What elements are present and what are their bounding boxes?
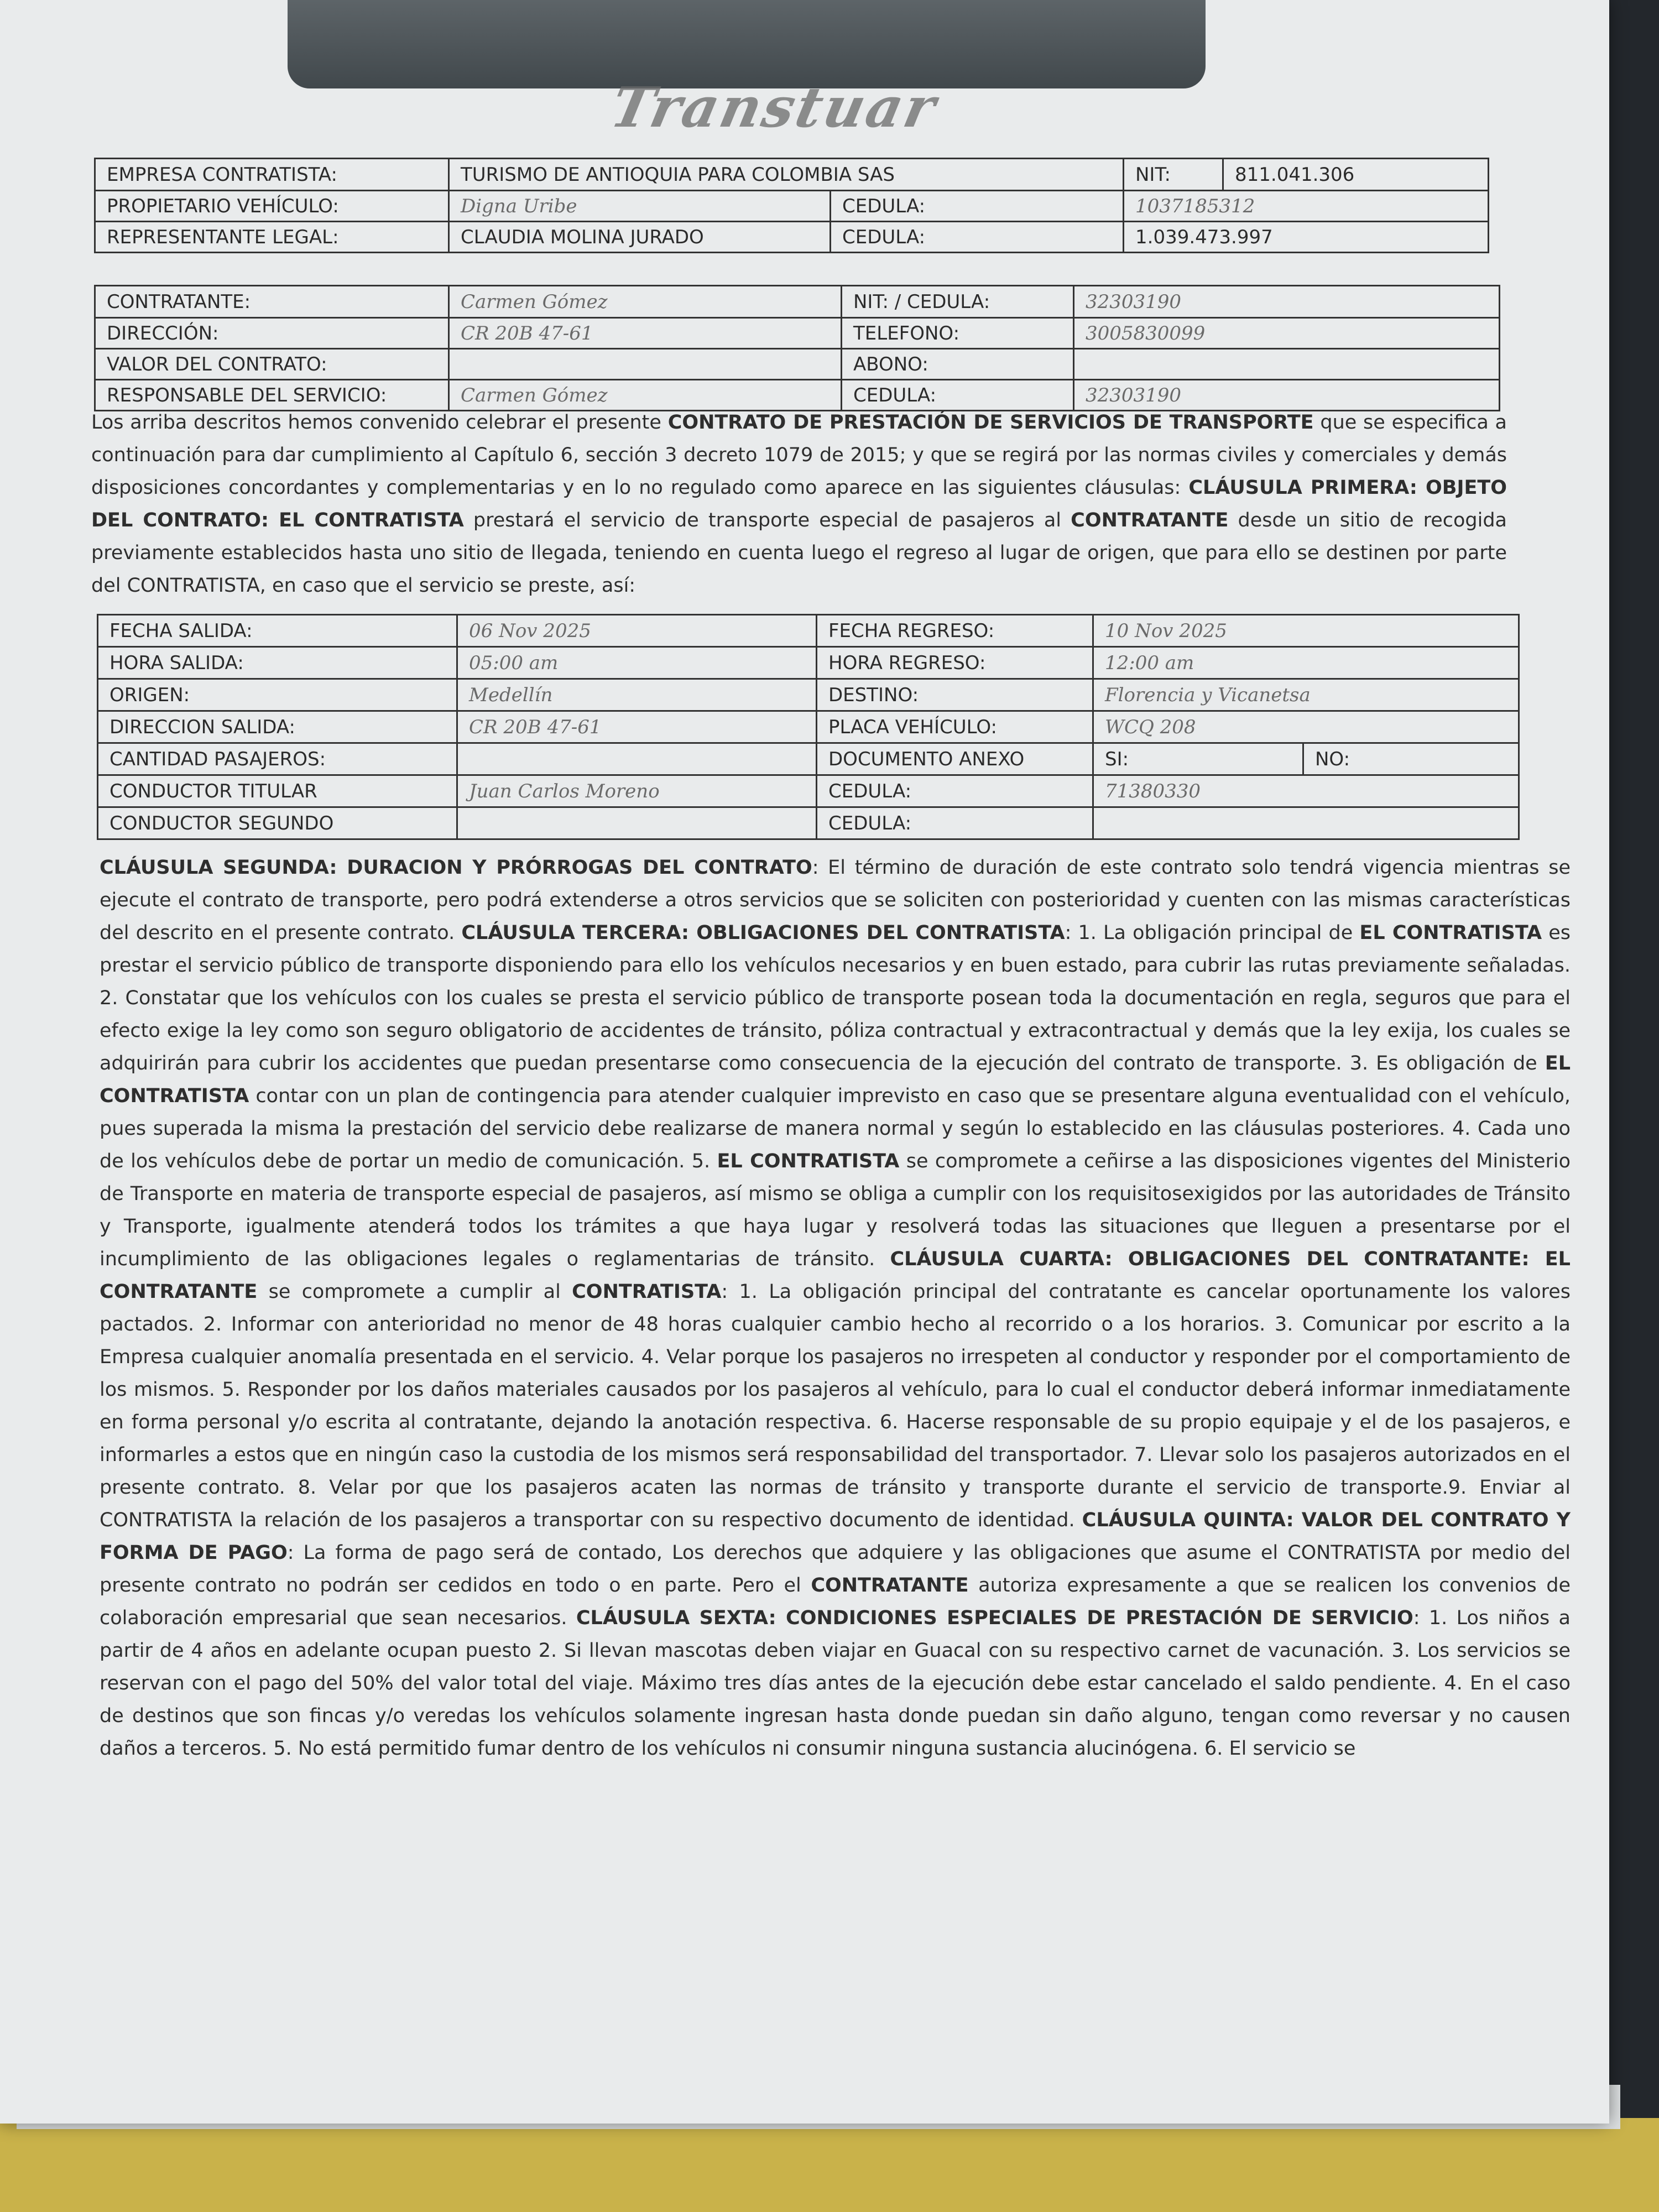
label-cedula-representante: CEDULA: bbox=[831, 222, 1124, 253]
bold-contratista-3: EL CONTRATISTA bbox=[717, 1150, 900, 1172]
clause-text-7: : 1. La obligación principal del contratante es cancelar oportunamente los valores pactados. 2. Informar con anterioridad no menor de 48 horas cualquier cambio hecho al recorrido o a los horarios. 3. Comunicar por escrito a la Empresa cualquier anomalía presentada en el servicio. 4. Velar porque los pasajeros no irrespeten al conductor y responder por el comportamiento de los mismos. 5. Responder por los daños materiales causados por los pasajeros al vehículo, para lo cual el conductor deberá informar inmediatamente en forma personal y/o escrita al contratante, dejando la anotación respectiva. 6. Hacerse responsable de su propio equipaje y el de los pasajeros, e informarles a estos que en ningún caso la custodia de los mismos será responsabilidad del transportador. 7. Llevar solo los pasajeros autorizados en el presente contrato. 8. Velar por que los pasajeros acaten las normas de tránsito y transporte durante el servicio de transporte.9. Enviar al CONTRATISTA la relación de los pasajeros a transportar con su respectivo documento de identidad. bbox=[100, 1281, 1571, 1531]
intro-bold-1: CONTRATO DE PRESTACIÓN DE SERVICIOS DE TRANSPORTE bbox=[667, 411, 1314, 434]
intro-paragraph bbox=[91, 406, 1507, 602]
value-nit-cedula: 32303190 bbox=[1074, 286, 1500, 318]
clauses-body bbox=[100, 852, 1571, 1765]
value-valor-contrato bbox=[449, 349, 842, 380]
value-abono bbox=[1074, 349, 1500, 380]
value-cantidad-pasajeros bbox=[457, 743, 817, 775]
label-nit-cedula: NIT: / CEDULA: bbox=[842, 286, 1074, 318]
label-fecha-regreso: FECHA REGRESO: bbox=[817, 615, 1093, 647]
value-cedula-propietario: 1037185312 bbox=[1124, 191, 1489, 222]
intro-bold-3: CONTRATANTE bbox=[1071, 509, 1229, 531]
label-empresa: EMPRESA CONTRATISTA: bbox=[95, 159, 449, 191]
client-table bbox=[94, 285, 1500, 411]
bold-contratista-1: EL CONTRATISTA bbox=[1359, 922, 1542, 944]
bold-contratista-4: CONTRATISTA bbox=[572, 1281, 722, 1303]
label-fecha-salida: FECHA SALIDA: bbox=[98, 615, 457, 647]
value-origen: Medellín bbox=[457, 679, 817, 711]
value-hora-regreso: 12:00 am bbox=[1093, 647, 1519, 679]
label-placa: PLACA VEHÍCULO: bbox=[817, 711, 1093, 743]
clause-text-10: : 1. Los niños a partir de 4 años en adelante ocupan puesto 2. Si llevan mascotas deben viajar en Guacal con su respectivo carnet de vacunación. 3. Los servicios se reservan con el pago del 50% del valor total del viaje. Máximo tres días antes de la ejecución debe estar cancelado el saldo pendiente. 4. En el caso de destinos que son fincas y/o veredas los vehículos solamente ingresan hasta donde puedan sin daño alguno, tengan como reversar y no causen daños a terceros. 5. No está permitido fumar dentro de los vehículos ni consumir ninguna sustancia alucinógena. 6. El servicio se bbox=[100, 1607, 1571, 1760]
clause-4-title: CLÁUSULA CUARTA: OBLIGACIONES DEL CONTRATANTE: EL CONTRATANTE bbox=[100, 1248, 1571, 1303]
label-representante: REPRESENTANTE LEGAL: bbox=[95, 222, 449, 253]
label-valor-contrato: VALOR DEL CONTRATO: bbox=[95, 349, 449, 380]
bold-contratista-2: EL CONTRATISTA bbox=[100, 1052, 1571, 1107]
clause-text-9: autoriza expresamente a que se realicen los convenios de colaboración empresarial que sean necesarios. bbox=[100, 1574, 1571, 1629]
clause-2-title: CLÁUSULA SEGUNDA: DURACION Y PRÓRROGAS DEL CONTRATO bbox=[100, 857, 812, 879]
value-telefono: 3005830099 bbox=[1074, 318, 1500, 349]
value-placa: WCQ 208 bbox=[1093, 711, 1519, 743]
clause-text-3: es prestar el servicio público de transporte disponiendo para ello los vehículos necesarios y en buen estado, para cubrir las rutas previamente señaladas. 2. Constatar que los vehículos con los cuales se presta el servicio público de transporte posean toda la documentación en regla, seguros que para el efecto exige la ley como son seguro obligatorio de accidentes de tránsito, póliza contractual y extracontractual y demás que la ley exija, los cuales se adquirirán para cubrir los accidentes que puedan presentarse como consecuencia de la ejecución del contrato de transporte. 3. Es obligación de bbox=[100, 922, 1571, 1074]
value-nit: 811.041.306 bbox=[1223, 159, 1489, 191]
trip-table bbox=[97, 614, 1520, 840]
label-contratante: CONTRATANTE: bbox=[95, 286, 449, 318]
label-hora-salida: HORA SALIDA: bbox=[98, 647, 457, 679]
label-origen: ORIGEN: bbox=[98, 679, 457, 711]
intro-text-1: Los arriba descritos hemos convenido celebrar el presente bbox=[91, 411, 668, 434]
company-table bbox=[94, 158, 1489, 253]
intro-text-2: que se especifica a continuación para dar cumplimiento al Capítulo 6, sección 3 decreto 1079 de 2015; y que se regirá por las normas civiles y comerciales y demás disposiciones concordantes y complementarias y en lo no regulado como aparece en las siguientes cláusulas: bbox=[91, 411, 1507, 499]
bold-contratante: CONTRATANTE bbox=[811, 1574, 969, 1597]
value-cedula-segundo bbox=[1093, 807, 1519, 839]
intro-text-4: desde un sitio de recogida previamente establecidos hasta uno sitio de llegada, teniendo en cuenta luego el regreso al lugar de origen, que para ello se destinen por parte del CONTRATISTA, en caso que el servicio se preste, así: bbox=[91, 509, 1507, 597]
value-destino: Florencia y Vicanetsa bbox=[1093, 679, 1519, 711]
value-hora-salida: 05:00 am bbox=[457, 647, 817, 679]
clause-text-5: se compromete a ceñirse a las disposiciones vigentes del Ministerio de Transporte en materia de transporte especial de pasajeros, así mismo se obliga a cumplir con los requisitosexigidos por las autoridades de Tránsito y Transporte, igualmente atenderá todos los trámites a que haya lugar y resolverá todas las situaciones que lleguen a presentarse por el incumplimiento de las obligaciones legales o reglamentarias de tránsito. bbox=[100, 1150, 1571, 1270]
label-cedula-propietario: CEDULA: bbox=[831, 191, 1124, 222]
label-direccion: DIRECCIÓN: bbox=[95, 318, 449, 349]
option-no: NO: bbox=[1303, 743, 1519, 775]
value-responsable: Carmen Gómez bbox=[449, 380, 842, 411]
label-destino: DESTINO: bbox=[817, 679, 1093, 711]
label-abono: ABONO: bbox=[842, 349, 1074, 380]
label-cedula-titular: CEDULA: bbox=[817, 775, 1093, 807]
value-cedula-titular: 71380330 bbox=[1093, 775, 1519, 807]
value-direccion-salida: CR 20B 47-61 bbox=[457, 711, 817, 743]
clause-text-6: se compromete a cumplir al bbox=[257, 1281, 572, 1303]
clause-6-title: CLÁUSULA SEXTA: CONDICIONES ESPECIALES DE PRESTACIÓN DE SERVICIO bbox=[576, 1607, 1413, 1629]
value-contratante: Carmen Gómez bbox=[449, 286, 842, 318]
label-cantidad-pasajeros: CANTIDAD PASAJEROS: bbox=[98, 743, 457, 775]
label-propietario: PROPIETARIO VEHÍCULO: bbox=[95, 191, 449, 222]
label-cedula-responsable: CEDULA: bbox=[842, 380, 1074, 411]
intro-bold-2: CLÁUSULA PRIMERA: OBJETO DEL CONTRATO: EL CONTRATISTA bbox=[91, 477, 1507, 531]
label-hora-regreso: HORA REGRESO: bbox=[817, 647, 1093, 679]
value-fecha-regreso: 10 Nov 2025 bbox=[1093, 615, 1519, 647]
label-conductor-segundo: CONDUCTOR SEGUNDO bbox=[98, 807, 457, 839]
clause-3-title: CLÁUSULA TERCERA: OBLIGACIONES DEL CONTRATISTA bbox=[461, 922, 1065, 944]
value-conductor-segundo bbox=[457, 807, 817, 839]
clause-text-1: : El término de duración de este contrato solo tendrá vigencia mientras se ejecute el contrato de transporte, pero podrá extenderse a otros servicios que se soliciten con posterioridad y cuenten con las mismas características del descrito en el presente contrato. bbox=[100, 857, 1571, 944]
desk-surface bbox=[0, 2118, 1659, 2212]
value-direccion: CR 20B 47-61 bbox=[449, 318, 842, 349]
clause-text-2: : 1. La obligación principal de bbox=[1065, 922, 1360, 944]
company-logo: Transtuar bbox=[605, 75, 943, 140]
value-fecha-salida: 06 Nov 2025 bbox=[457, 615, 817, 647]
label-nit: NIT: bbox=[1124, 159, 1223, 191]
label-cedula-segundo: CEDULA: bbox=[817, 807, 1093, 839]
label-telefono: TELEFONO: bbox=[842, 318, 1074, 349]
clause-5-title: CLÁUSULA QUINTA: VALOR DEL CONTRATO Y FORMA DE PAGO bbox=[100, 1509, 1571, 1564]
intro-text-3: prestará el servicio de transporte especial de pasajeros al bbox=[463, 509, 1071, 531]
label-documento-anexo: DOCUMENTO ANEXO bbox=[817, 743, 1093, 775]
clause-text-8: : La forma de pago será de contado, Los derechos que adquiere y las obligaciones que asume el CONTRATISTA por medio del presente contrato no podrán ser cedidos en todo o en parte. Pero el bbox=[100, 1542, 1571, 1597]
label-conductor-titular: CONDUCTOR TITULAR bbox=[98, 775, 457, 807]
value-propietario: Digna Uribe bbox=[449, 191, 831, 222]
value-empresa: TURISMO DE ANTIOQUIA PARA COLOMBIA SAS bbox=[449, 159, 1124, 191]
label-responsable: RESPONSABLE DEL SERVICIO: bbox=[95, 380, 449, 411]
option-si: SI: bbox=[1093, 743, 1303, 775]
value-cedula-representante: 1.039.473.997 bbox=[1124, 222, 1489, 253]
value-representante: CLAUDIA MOLINA JURADO bbox=[449, 222, 831, 253]
value-cedula-responsable: 32303190 bbox=[1074, 380, 1500, 411]
value-conductor-titular: Juan Carlos Moreno bbox=[457, 775, 817, 807]
label-direccion-salida: DIRECCION SALIDA: bbox=[98, 711, 457, 743]
clause-text-4: contar con un plan de contingencia para atender cualquier imprevisto en caso que se presentare alguna eventualidad con el vehículo, pues superada la misma la prestación del servicio debe realizarse de manera normal y según lo establecido en las cláusulas posteriores. 4. Cada uno de los vehículos debe de portar un medio de comunicación. 5. bbox=[100, 1085, 1571, 1172]
